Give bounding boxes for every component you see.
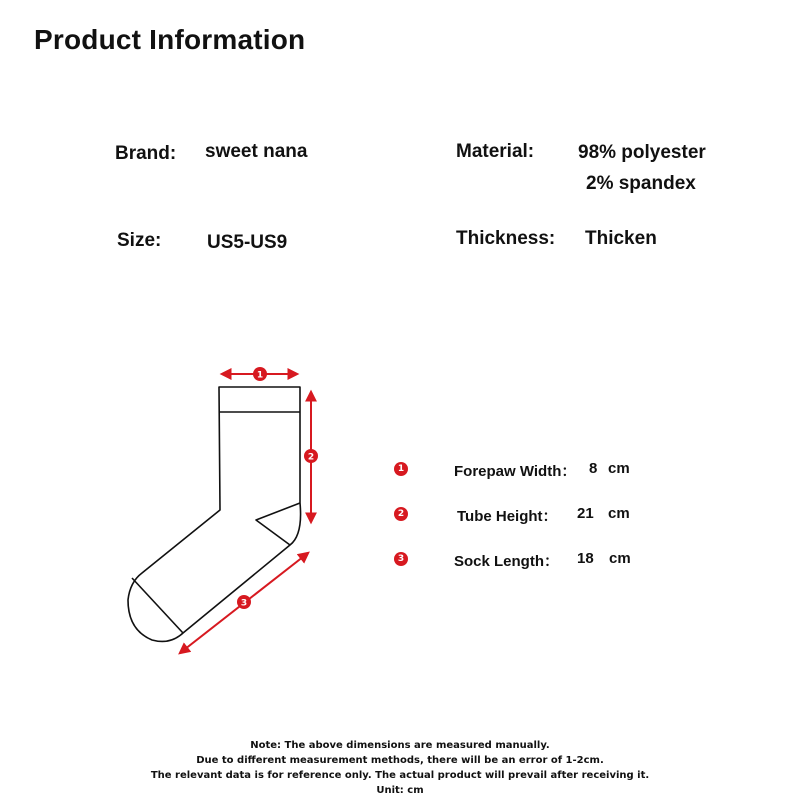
length-arrow — [180, 553, 308, 653]
diagram-marker-3: 3 — [240, 598, 248, 609]
measurement-value-sock-length: 18 — [577, 550, 594, 567]
measurement-label-sock-length: Sock Length： — [454, 553, 560, 570]
brand-value: sweet nana — [205, 141, 308, 162]
measurement-number-3: 3 — [394, 552, 408, 566]
measurement-label-forepaw-width: Forepaw Width： — [454, 463, 577, 480]
thickness-value: Thicken — [585, 228, 657, 249]
note-line: Unit: cm — [376, 785, 424, 796]
page-title: Product Information — [34, 24, 306, 55]
diagram-marker-1: 1 — [256, 370, 264, 381]
size-value: US5-US9 — [207, 232, 288, 253]
measurement-number-1: 1 — [394, 462, 408, 476]
size-label: Size: — [117, 230, 162, 251]
measurement-number-2: 2 — [394, 507, 408, 521]
measurement-unit: cm — [608, 505, 630, 522]
measurement-value-forepaw-width: 8 — [589, 460, 598, 477]
width-arrow — [222, 367, 297, 381]
measurement-value-tube-height: 21 — [577, 505, 594, 522]
measurement-unit: cm — [608, 460, 630, 477]
brand-label: Brand: — [115, 143, 177, 164]
thickness-label: Thickness: — [456, 228, 556, 249]
height-arrow — [304, 392, 318, 522]
note-line: The relevant data is for reference only. The actual product will prevail after receiving it. — [150, 770, 650, 781]
sock-outline — [128, 387, 301, 641]
note-line: Due to different measurement methods, there will be an error of 1-2cm. — [196, 755, 604, 766]
footnote — [0, 738, 800, 798]
measurement-label-tube-height: Tube Height： — [457, 508, 558, 525]
diagram-marker-2: 2 — [307, 452, 315, 463]
note-line: Note: The above dimensions are measured manually. — [250, 740, 550, 751]
material-value-1: 98% polyester — [578, 142, 706, 163]
measurement-unit: cm — [609, 550, 631, 567]
material-value-2: 2% spandex — [586, 173, 696, 194]
material-label: Material: — [456, 141, 535, 162]
